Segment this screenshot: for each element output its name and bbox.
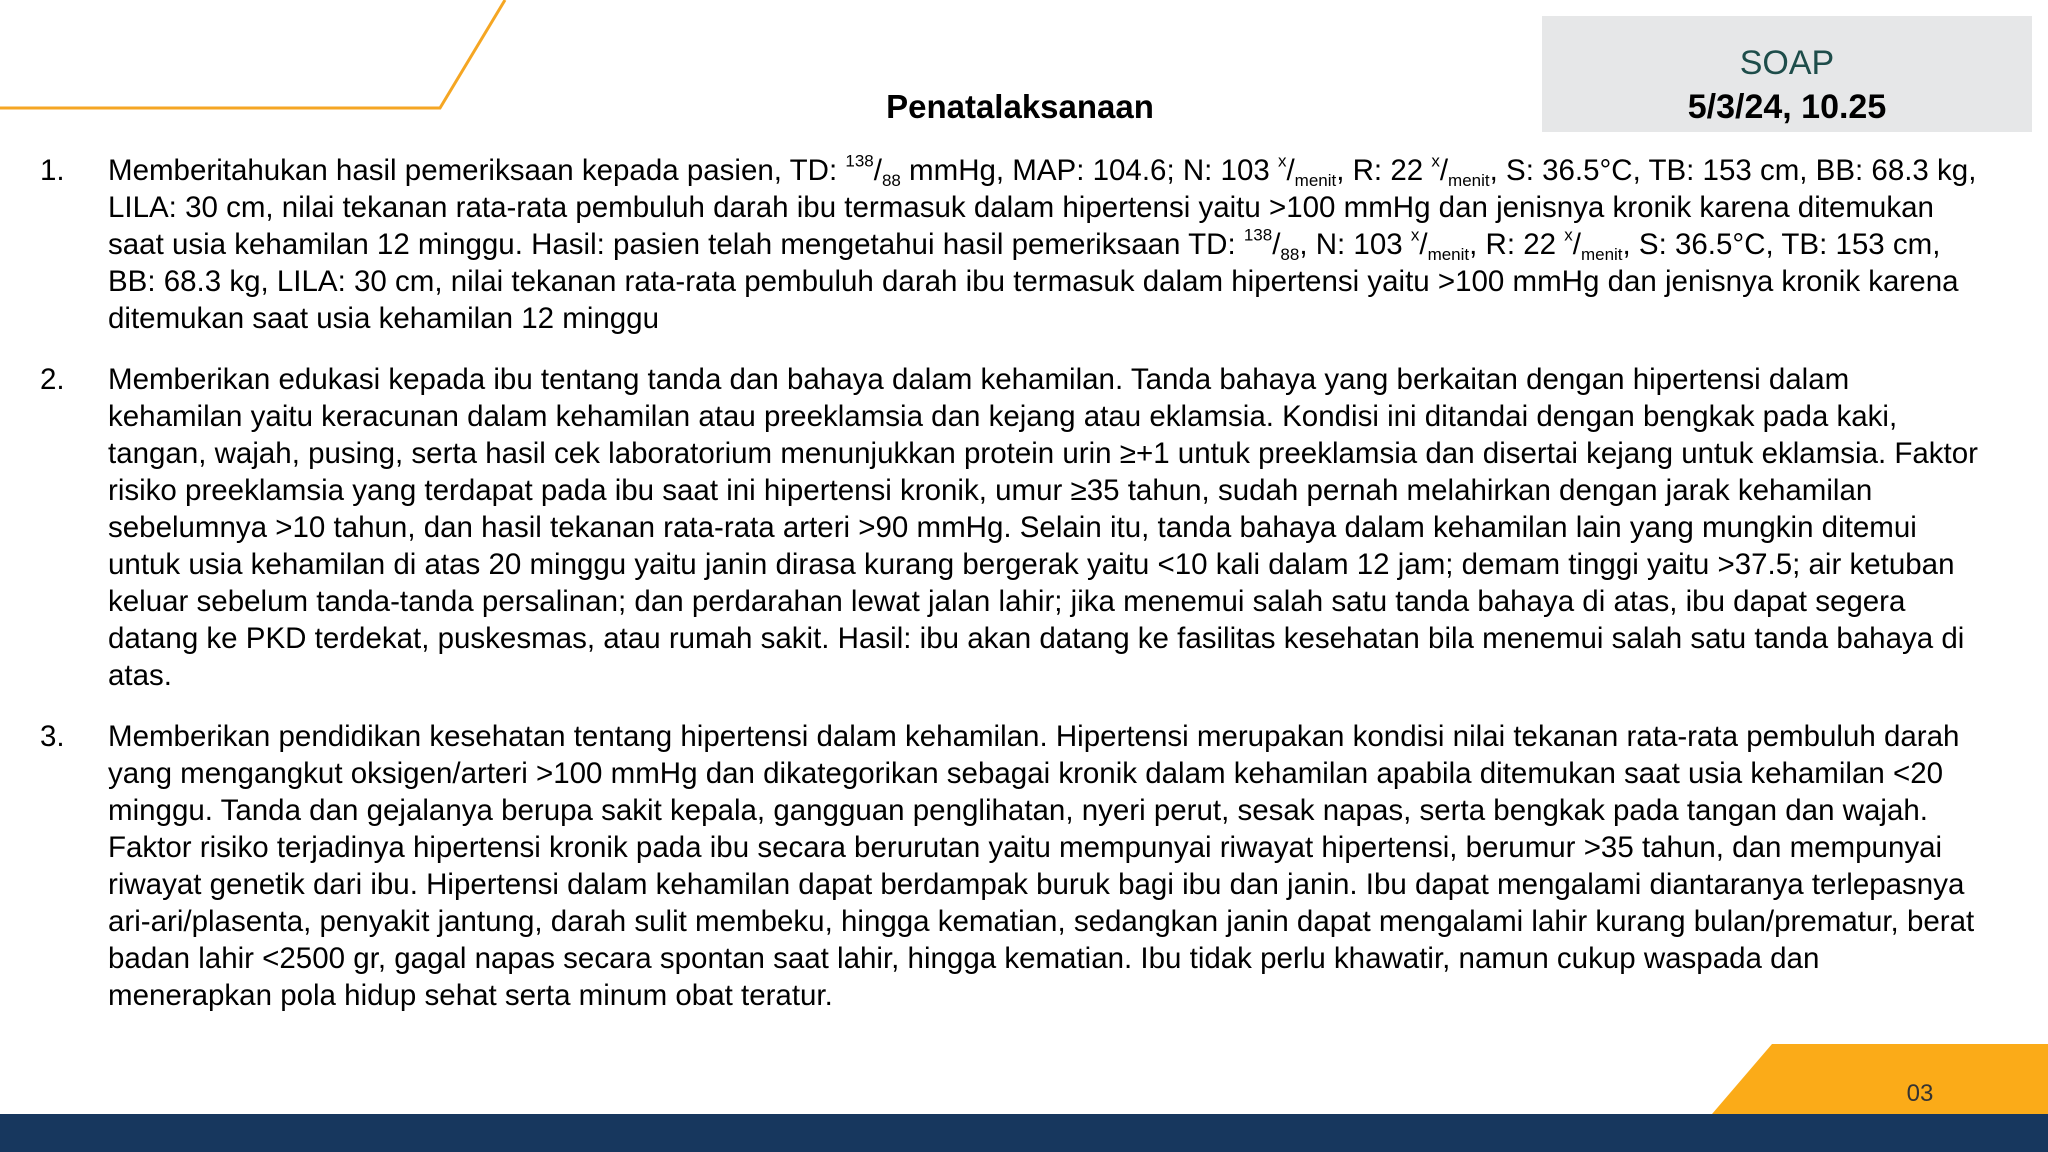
list-item-text: Memberitahukan hasil pemeriksaan kepada pasien, TD: $^{138}/_{88}$ mmHg, MAP: 104.6; N: 103 $^x/_{menit}$, R: 22 $^x/_{menit}$, S: 36.5°C, TB: 153 cm, BB: 68.3 kg, LILA: 30 cm, nilai tekanan rata-rata pembuluh darah ibu termasuk dalam hipertensi yaitu >100 mmHg dan jenisnya kronik karena ditemukan saat usia kehamilan 12 minggu. Hasil: pasien telah mengetahui hasil pemeriksaan TD: $^{138}/_{88}$, N: 103 $^x/_{menit}$, R: 22 $^x/_{menit}$, S: 36.5°C, TB: 153 cm, BB: 68.3 kg, LILA: 30 cm, nilai tekanan rata-rata pembuluh darah ibu termasuk dalam hipertensi yaitu >100 mmHg dan jenisnya kronik karena ditemukan saat usia kehamilan 12 minggu: [108, 151, 1977, 335]
page-title: Penatalaksanaan: [886, 88, 1154, 125]
bottom-navy-bar: [0, 1114, 2048, 1152]
list-number: 2.: [40, 363, 65, 396]
soap-date: 5/3/24, 10.25: [1687, 88, 1887, 126]
top-left-accent-line: [0, 0, 505, 108]
list-item: [40, 718, 1990, 1014]
soap-label: SOAP: [1739, 44, 1835, 82]
page-number: 03: [1906, 1080, 1934, 1107]
list-item: [40, 361, 1990, 694]
list-item: [40, 152, 1990, 337]
list-number: 1.: [40, 154, 65, 187]
list-item-text: Memberikan edukasi kepada ibu tentang tanda dan bahaya dalam kehamilan. Tanda bahaya yang berkaitan dengan hipertensi dalam kehamilan yaitu keracunan dalam kehamilan atau preeklamsia dan kejang atau eklamsia. Kondisi ini ditandai dengan bengkak pada kaki, tangan, wajah, pusing, serta hasil cek laboratorium menunjukkan protein urin ≥+1 untuk preeklamsia dan disertai kejang untuk eklamsia. Faktor risiko preeklamsia yang terdapat pada ibu saat ini hipertensi kronik, umur ≥35 tahun, sudah pernah melahirkan dengan jarak kehamilan sebelumnya >10 tahun, dan hasil tekanan rata-rata arteri >90 mmHg. Selain itu, tanda bahaya dalam kehamilan lain yang mungkin ditemui untuk usia kehamilan di atas 20 minggu yaitu janin dirasa kurang bergerak yaitu <10 kali dalam 12 jam; demam tinggi yaitu >37.5; air ketuban keluar sebelum tanda-tanda persalinan; dan perdarahan lewat jalan lahir; jika menemui salah satu tanda bahaya di atas, ibu dapat segera datang ke PKD terdekat, puskesmas, atau rumah sakit. Hasil: ibu akan datang ke fasilitas kesehatan bila menemui salah satu tanda bahaya di atas.: [108, 363, 1978, 692]
management-list: [40, 152, 1990, 1038]
bottom-right-yellow-shape: [1712, 1044, 2048, 1114]
list-item-text: Memberikan pendidikan kesehatan tentang hipertensi dalam kehamilan. Hipertensi merupakan kondisi nilai tekanan rata-rata pembuluh darah yang mengangkut oksigen/arteri >100 mmHg dan dikategorikan sebagai kronik dalam kehamilan apabila ditemukan saat usia kehamilan <20 minggu. Tanda dan gejalanya berupa sakit kepala, gangguan penglihatan, nyeri perut, sesak napas, serta bengkak pada tangan dan wajah. Faktor risiko terjadinya hipertensi kronik pada ibu secara berurutan yaitu mempunyai riwayat hipertensi, berumur >35 tahun, dan mempunyai riwayat genetik dari ibu. Hipertensi dalam kehamilan dapat berdampak buruk bagi ibu dan janin. Ibu dapat mengalami diantaranya terlepasnya ari-ari/plasenta, penyakit jantung, darah sulit membeku, hingga kematian, sedangkan janin dapat mengalami lahir kurang bulan/prematur, berat badan lahir <2500 gr, gagal napas secara spontan saat lahir, hingga kematian. Ibu tidak perlu khawatir, namun cukup waspada dan menerapkan pola hidup sehat serta minum obat teratur.: [108, 720, 1975, 1012]
list-number: 3.: [40, 720, 65, 753]
